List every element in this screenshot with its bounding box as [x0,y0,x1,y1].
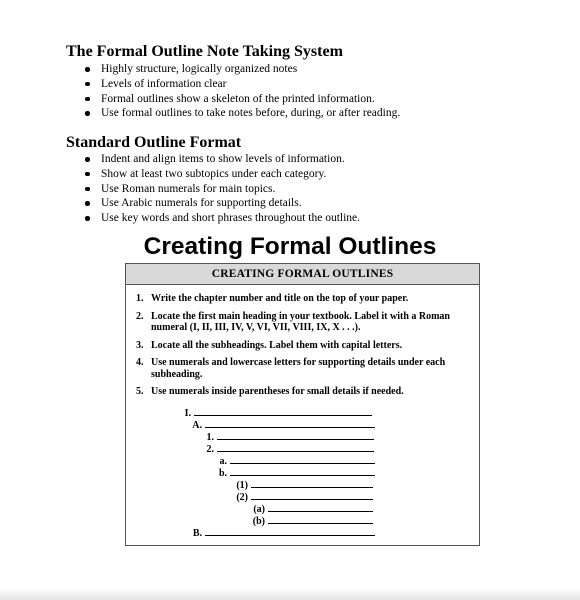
section1-bullet-list [83,62,400,121]
bullet-item: Use formal outlines to take notes before, during, or after reading. [83,106,400,121]
outline-label: B. [192,528,202,539]
step-item [136,386,471,398]
box-header: CREATING FORMAL OUTLINES [126,264,479,285]
bullet-item: Levels of information clear [83,77,400,92]
section-title-formal-outline-system: The Formal Outline Note Taking System [66,43,343,60]
step-text: Use numerals inside parentheses for small details if needed. [151,386,404,397]
outline-blank [230,454,375,464]
outline-label: (1) [236,480,248,491]
outline-label: (b) [252,516,265,527]
outline-line [188,526,375,540]
outline-blank [205,418,375,428]
step-number: 1. [136,293,144,304]
step-text: Locate all the subheadings. Label them with capital letters. [151,339,403,351]
outline-blank [217,430,374,440]
step-text: Write the chapter number and title on the top of your paper. [151,293,409,304]
outline-blank [205,526,375,536]
step-text: Locate the first main heading in your textbook. Label it with a Roman numeral (I, II, III, IV, V, VI, VII, VIII, IX, X . . .). [151,310,450,333]
bullet-item: Use Arabic numerals for supporting details. [83,196,360,211]
outline-blank [230,466,375,476]
step-number: 4. [136,357,144,368]
bullet-item: Show at least two subtopics under each category. [83,167,360,182]
outline-blank [251,478,373,488]
steps-list [136,293,471,404]
bullet-item: Indent and align items to show levels of information. [83,152,360,167]
outline-blank [217,442,374,452]
section2-bullet-list [83,152,360,226]
outline-label: I. [184,408,191,419]
bullet-item: Use Roman numerals for main topics. [83,182,360,197]
outline-blank [268,514,373,524]
step-item [136,311,471,334]
section-title-standard-outline-format: Standard Outline Format [66,134,242,151]
bullet-item: Use key words and short phrases throughout the outline. [83,211,360,226]
instructions-box [125,263,480,546]
outline-label: A. [192,420,202,431]
step-item [136,293,471,305]
outline-label: (2) [236,492,248,503]
step-item [136,340,471,352]
outline-label: 2. [206,444,214,455]
outline-blank [251,490,373,500]
outline-label: 1. [206,432,214,443]
bullet-item: Formal outlines show a skeleton of the printed information. [83,92,400,107]
step-number: 5. [136,386,144,397]
outline-label: a. [219,456,227,467]
step-number: 3. [136,339,144,351]
bullet-item: Highly structure, logically organized notes [83,62,400,77]
outline-label: (a) [253,504,265,515]
outline-label: b. [218,468,227,479]
outline-blank [268,502,373,512]
step-text: Use numerals and lowercase letters for supporting details under each subheading. [151,357,446,380]
step-item [136,357,471,380]
step-number: 2. [136,310,144,322]
outline-blank [194,406,372,416]
main-title: Creating Formal Outlines [143,233,437,260]
